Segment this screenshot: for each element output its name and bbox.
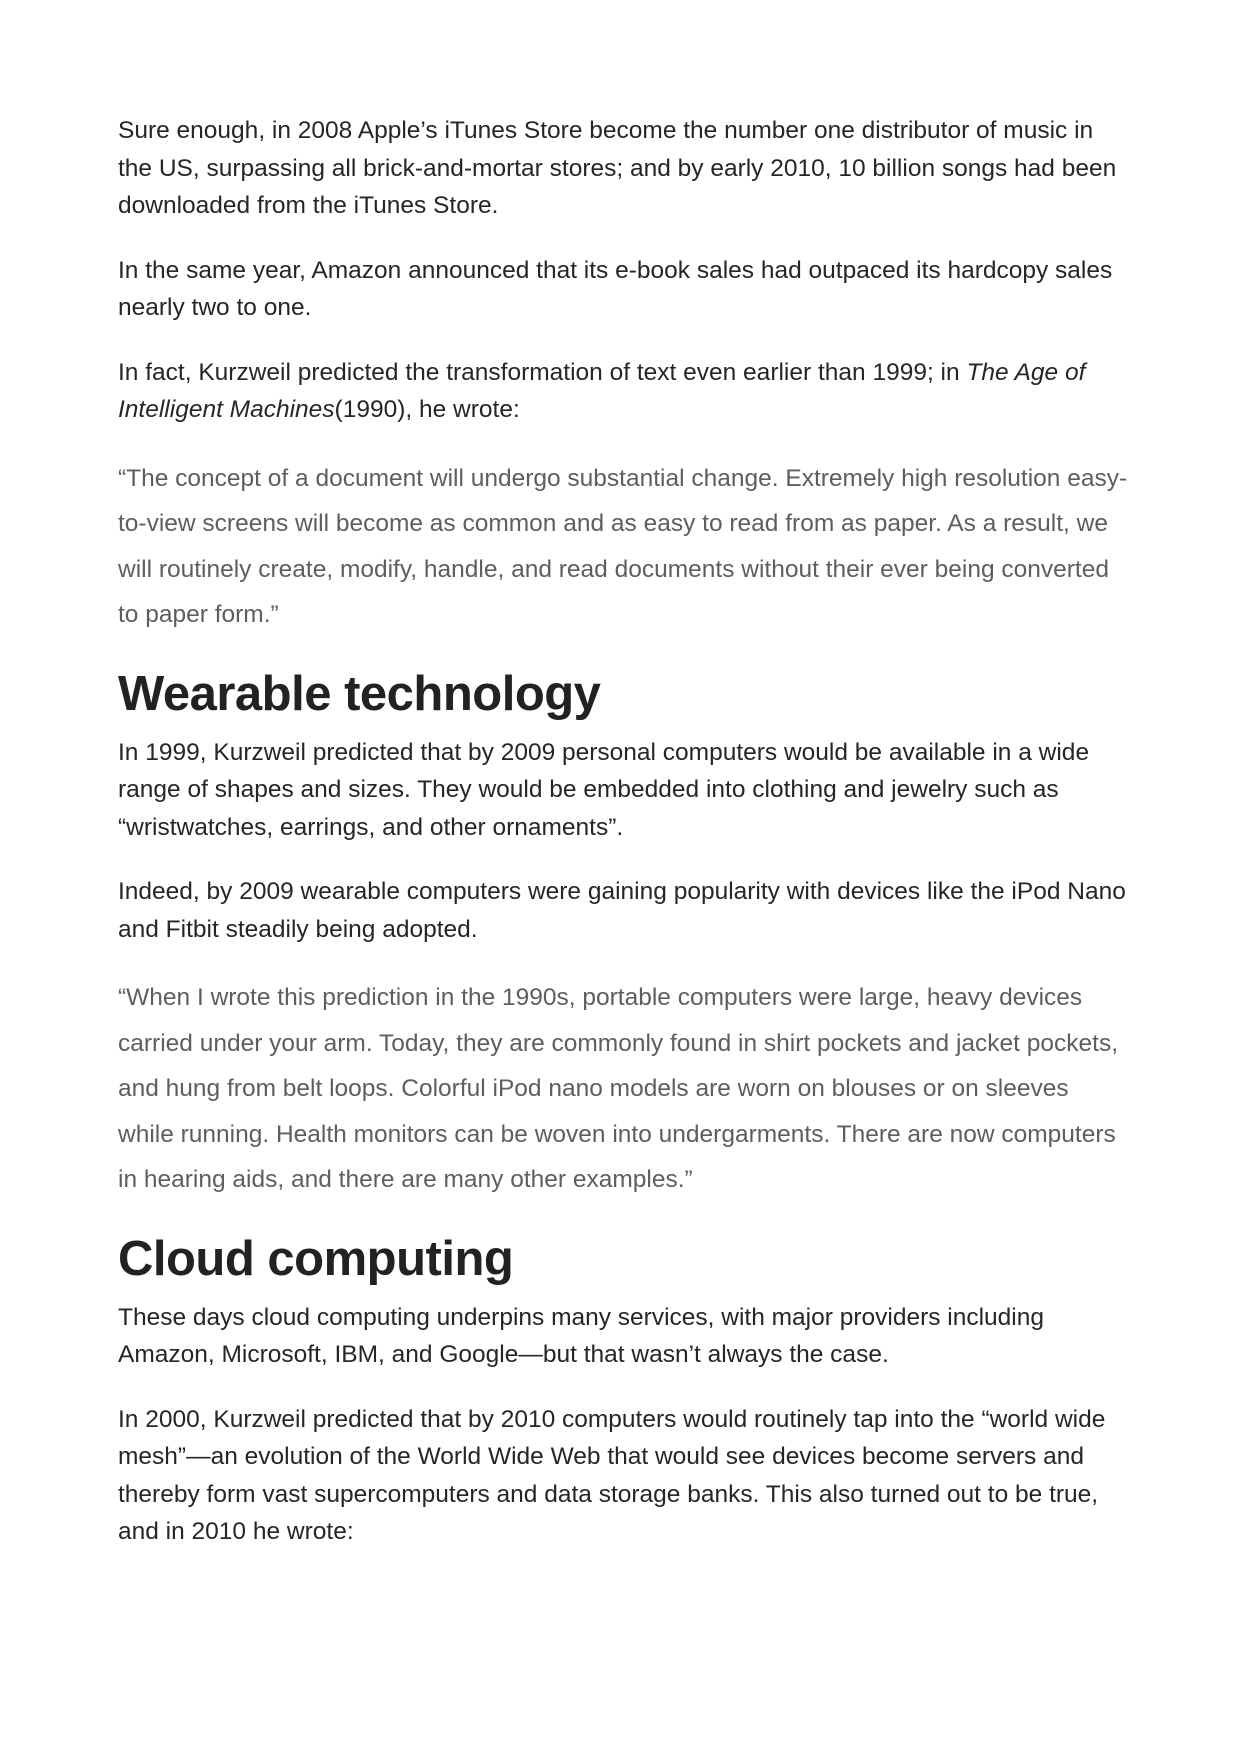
paragraph-world-wide-mesh: In 2000, Kurzweil predicted that by 2010 computers would routinely tap into the “world wide mesh”—an evolution of the World Wide Web that would see devices become servers and thereby form vast supercomputers and data storage banks. This also turned out to be true, and in 2010 he wrote: xyxy=(118,1405,1106,1545)
paragraph-wearable-prediction: In 1999, Kurzweil predicted that by 2009 personal computers would be available in a wide range of shapes and sizes. They would be embedded into clothing and jewelry such as “wristwatches, earrings, and other ornaments”. xyxy=(118,738,1090,841)
paragraph-wearable-adoption: Indeed, by 2009 wearable computers were gaining popularity with devices like the iPod Nano and Fitbit steadily being adopted. xyxy=(118,878,1126,943)
quote-wearable: “When I wrote this prediction in the 1990s, portable computers were large, heavy devices carried under your arm. Today, they are commonly found in shirt pockets and jacket pockets, and hung from belt loops. Colorful iPod nano models are worn on blouses or on sleeves while running. Health monitors can be woven into undergarments. There are now computers in hearing aids, and there are many other examples.” xyxy=(118,984,1119,1193)
paragraph-itunes: Sure enough, in 2008 Apple’s iTunes Store become the number one distributor of music in the US, surpassing all brick-and-mortar stores; and by early 2010, 10 billion songs had been downloaded from the iTunes Store. xyxy=(118,117,1117,219)
heading-cloud-computing: Cloud computing xyxy=(118,1231,514,1286)
paragraph-text-before: In fact, Kurzweil predicted the transformation of text even earlier than 1999; in xyxy=(118,358,967,386)
paragraph-kurzweil-text xyxy=(118,354,1128,429)
paragraph-text-after: (1990), he wrote: xyxy=(334,396,520,423)
paragraph-amazon-ebooks: In the same year, Amazon announced that its e-book sales had outpaced its hardcopy sales nearly two to one. xyxy=(118,256,1113,321)
book-title: The Age of Intelligent Machines xyxy=(118,358,1086,423)
paragraph-cloud-providers: These days cloud computing underpins many services, with major providers including Amazon, Microsoft, IBM, and Google—but that wasn’t always the case. xyxy=(118,1303,1044,1368)
quote-document: “The concept of a document will undergo substantial change. Extremely high resolution easy-to-view screens will become as common and as easy to read from as paper. As a result, we will routinely create, modify, handle, and read documents without their ever being converted to paper form.” xyxy=(118,464,1128,628)
heading-wearable-technology: Wearable technology xyxy=(118,666,601,721)
article-body xyxy=(118,112,1128,1578)
